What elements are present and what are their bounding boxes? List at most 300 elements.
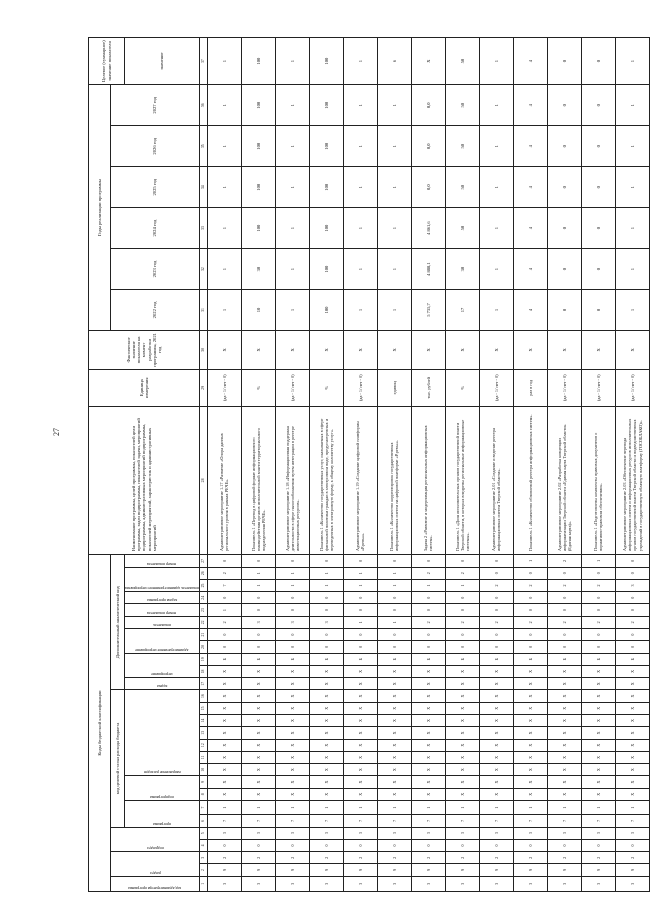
code-cell: 3 — [207, 827, 241, 839]
code-cell: Х — [275, 739, 309, 751]
code-cell: Х — [377, 690, 411, 702]
code-cell: 9 — [479, 864, 513, 876]
code-cell: 2 — [343, 852, 377, 864]
code-cell: 0 — [377, 641, 411, 653]
code-cell: 2 — [513, 616, 547, 628]
code-cell: Х — [207, 764, 241, 776]
year-value: 1 — [207, 208, 241, 249]
code-cell: Х — [581, 678, 615, 690]
code-cell: 0 — [241, 604, 275, 616]
year-value: 50 — [445, 167, 479, 208]
row-target: 50 — [445, 38, 479, 85]
code-cell: Х — [377, 788, 411, 800]
code-cell: 3 — [479, 827, 513, 839]
column-number: 34 — [199, 167, 207, 208]
code-cell: Х — [547, 702, 581, 714]
year-value: 1 — [479, 208, 513, 249]
year-value: 1 — [343, 85, 377, 126]
subprogram-header: подпрограмма — [125, 776, 200, 801]
code-cell: 3 — [513, 876, 547, 891]
code-cell: 0 — [309, 839, 343, 851]
column-number: 2 — [199, 864, 207, 876]
extra-col-4: номер показателя — [125, 604, 200, 616]
year-value: 0 — [581, 167, 615, 208]
code-cell: 0 — [343, 641, 377, 653]
row-target: Х — [411, 38, 445, 85]
code-cell: Х — [445, 714, 479, 726]
year-value: 100 — [309, 167, 343, 208]
code-cell: Х — [547, 764, 581, 776]
code-cell: 3 — [241, 876, 275, 891]
row-fact: Х — [411, 330, 445, 369]
table-row — [411, 38, 445, 892]
code-cell: Х — [343, 788, 377, 800]
code-cell: 7 — [275, 815, 309, 827]
table-row — [207, 38, 241, 892]
code-cell: Х — [207, 665, 241, 677]
code-cell: Х — [241, 714, 275, 726]
year-value: 1 — [479, 249, 513, 290]
code-cell: Х — [411, 788, 445, 800]
year-value: 1 — [275, 208, 309, 249]
column-number: 19 — [199, 653, 207, 665]
name-header: Наименование программы, целей программы, показателей цели программы, задач подпрограммы, показателей задачи, мероприятий подпрограммы, административных мероприятий подпрограммы, показателей мероприятий, характеристик и административных мероприятий — [89, 406, 200, 554]
row-unit: (да - 1/ нет - 0) — [207, 369, 241, 406]
year-2027: 2027 год — [111, 85, 200, 126]
code-cell: Х — [445, 727, 479, 739]
table-row — [445, 38, 479, 892]
code-cell: Х — [411, 751, 445, 763]
code-cell: Б — [309, 653, 343, 665]
code-cell: 2 — [309, 852, 343, 864]
year-value: 1 — [377, 167, 411, 208]
row-fact: Х — [309, 330, 343, 369]
code-cell: 0 — [547, 604, 581, 616]
code-cell: Х — [581, 739, 615, 751]
code-cell: 9 — [581, 864, 615, 876]
code-cell: 3 — [547, 827, 581, 839]
code-cell: 2 — [547, 555, 581, 567]
row-target: 1 — [479, 38, 513, 85]
code-cell: 7 — [581, 815, 615, 827]
row-name: Административное мероприятие 1.18 «Информационная поддержка деятельности в сфере налогообложения путем интеграции в реестре инвестиционных ресурсов». — [275, 406, 309, 554]
row-target: 100 — [309, 38, 343, 85]
year-value: 17 — [445, 290, 479, 331]
code-cell: 3 — [615, 876, 649, 891]
code-cell: 0 — [275, 555, 309, 567]
code-cell: Х — [207, 751, 241, 763]
code-cell: 0 — [275, 604, 309, 616]
row-fact: Х — [445, 330, 479, 369]
column-number: 6 — [199, 815, 207, 827]
program-header: программа — [125, 800, 200, 827]
code-cell: Х — [411, 739, 445, 751]
code-cell: Х — [309, 690, 343, 702]
table-row — [309, 38, 343, 892]
code-cell: Х — [309, 788, 343, 800]
column-number: 26 — [199, 567, 207, 579]
target-group-header: Целевое (суммарное) значение показателя — [89, 38, 125, 85]
code-cell: Х — [615, 751, 649, 763]
code-cell: Х — [445, 739, 479, 751]
column-number: 1 — [199, 876, 207, 891]
code-cell: 7 — [241, 815, 275, 827]
row-target: 1 — [275, 38, 309, 85]
code-cell: 3 — [377, 827, 411, 839]
table-row — [615, 38, 649, 892]
years-group-header: Годы реализации программы — [89, 85, 111, 331]
year-value: 1 — [207, 126, 241, 167]
column-number: 22 — [199, 616, 207, 628]
code-cell: 1 — [241, 567, 275, 579]
year-value: 50 — [445, 85, 479, 126]
code-cell: 1 — [343, 800, 377, 814]
code-cell: 0 — [547, 839, 581, 851]
code-cell: 2 — [479, 616, 513, 628]
code-cell: 0 — [615, 839, 649, 851]
code-cell: 0 — [445, 628, 479, 640]
code-cell: Х — [513, 764, 547, 776]
code-cell: 0 — [241, 628, 275, 640]
column-number: 27 — [199, 555, 207, 567]
code-cell: 2 — [479, 852, 513, 864]
code-cell: 2 — [615, 616, 649, 628]
code-cell: 0 — [343, 604, 377, 616]
code-cell: Х — [445, 776, 479, 788]
code-cell: Х — [411, 702, 445, 714]
code-cell: 0 — [615, 567, 649, 579]
code-cell: 3 — [377, 876, 411, 891]
code-cell: 0 — [309, 592, 343, 604]
code-cell: 1 — [445, 579, 479, 591]
code-cell: 3 — [547, 876, 581, 891]
code-cell: 0 — [343, 592, 377, 604]
year-value: 1 — [343, 208, 377, 249]
code-cell: 1 — [275, 567, 309, 579]
column-number: 33 — [199, 208, 207, 249]
row-unit: (да - 1/ нет - 0) — [615, 369, 649, 406]
year-value: 1 — [479, 290, 513, 331]
code-cell: Б — [581, 653, 615, 665]
code-cell: 0 — [513, 567, 547, 579]
code-cell: 1 — [241, 800, 275, 814]
code-cell: Х — [377, 727, 411, 739]
code-cell: 0 — [547, 641, 581, 653]
code-cell: Х — [241, 690, 275, 702]
code-cell: Х — [615, 764, 649, 776]
year-value: 1 — [479, 126, 513, 167]
code-cell: Х — [207, 776, 241, 788]
code-cell: Х — [513, 690, 547, 702]
code-cell: Х — [411, 690, 445, 702]
code-cell: 2 — [411, 616, 445, 628]
code-cell: Х — [207, 739, 241, 751]
code-cell: Х — [241, 665, 275, 677]
code-cell: 0 — [275, 839, 309, 851]
code-cell: Х — [377, 702, 411, 714]
code-cell: Х — [377, 665, 411, 677]
year-value: 4 861,6 — [411, 208, 445, 249]
row-fact: Х — [581, 330, 615, 369]
code-cell: Х — [581, 751, 615, 763]
row-fact: Х — [241, 330, 275, 369]
code-cell: 9 — [343, 864, 377, 876]
code-cell: Х — [547, 776, 581, 788]
year-2023: 2023 год — [111, 249, 200, 290]
code-cell: Х — [275, 690, 309, 702]
target-value-header: значение — [125, 38, 200, 85]
year-value: 0 — [581, 126, 615, 167]
year-value: 0 — [581, 208, 615, 249]
code-cell: 9 — [445, 864, 479, 876]
code-cell: Х — [513, 702, 547, 714]
code-cell: 2 — [581, 852, 615, 864]
code-cell: 9 — [309, 864, 343, 876]
row-fact: Х — [479, 330, 513, 369]
code-cell: Х — [343, 702, 377, 714]
code-cell: Х — [479, 665, 513, 677]
code-cell: 2 — [547, 579, 581, 591]
year-value: 1 — [275, 126, 309, 167]
code-cell: 7 — [513, 815, 547, 827]
code-cell: Х — [615, 665, 649, 677]
code-cell: Х — [547, 678, 581, 690]
code-cell: Х — [547, 727, 581, 739]
code-cell: 0 — [275, 641, 309, 653]
code-cell: Х — [615, 776, 649, 788]
code-cell: Х — [275, 776, 309, 788]
code-cell: 3 — [513, 827, 547, 839]
code-cell: 2 — [377, 852, 411, 864]
code-cell: 0 — [479, 567, 513, 579]
code-cell: Х — [445, 690, 479, 702]
year-value: 0 — [547, 126, 581, 167]
code-cell: 0 — [309, 641, 343, 653]
row-unit: (да - 1/ нет - 0) — [479, 369, 513, 406]
year-value: 5 735,7 — [411, 290, 445, 331]
code-cell: 0 — [275, 592, 309, 604]
code-cell: 0 — [207, 592, 241, 604]
year-value: 1 — [207, 167, 241, 208]
code-cell: 2 — [275, 852, 309, 864]
code-cell: Х — [581, 776, 615, 788]
row-name: Административное мероприятие 2.03 «Обеспечение перевода информационных систем и информационных ресурсов исполнительных органов государственной власти Тверской области и подведомственных учреждений в государственную облачную платформу (ГОСОБЛАКО)». — [615, 406, 649, 554]
code-cell: Х — [241, 764, 275, 776]
column-number: 32 — [199, 249, 207, 290]
code-cell: 0 — [241, 592, 275, 604]
row-name: Показатель 1 «Количество обновлений реестра информационных систем». — [513, 406, 547, 554]
year-value: 1 — [275, 167, 309, 208]
row-unit: (да - 1/ нет - 0) — [547, 369, 581, 406]
extra-col-6: показатель административного мероприятия — [125, 567, 200, 592]
column-number: 11 — [199, 751, 207, 763]
code-cell: Х — [275, 678, 309, 690]
code-cell: Х — [309, 764, 343, 776]
code-cell: Х — [343, 678, 377, 690]
code-cell: Х — [275, 702, 309, 714]
extra-col-2: административное мероприятие — [125, 628, 200, 653]
column-number: 29 — [199, 369, 207, 406]
code-cell: 2 — [513, 579, 547, 591]
extra-col-3: показатель — [125, 616, 200, 628]
admin-code-header: код администратора программы — [111, 876, 200, 891]
code-cell: 0 — [241, 641, 275, 653]
code-cell: 0 — [411, 604, 445, 616]
row-fact: Х — [547, 330, 581, 369]
code-cell: Х — [377, 714, 411, 726]
year-value: 1 — [377, 126, 411, 167]
code-cell: Х — [479, 751, 513, 763]
code-cell: Х — [343, 764, 377, 776]
code-cell: 2 — [241, 852, 275, 864]
table-row — [241, 38, 275, 892]
row-target: 100 — [241, 38, 275, 85]
code-cell: Х — [513, 788, 547, 800]
code-cell: Х — [343, 665, 377, 677]
year-value: 1 — [479, 85, 513, 126]
code-cell: 0 — [479, 839, 513, 851]
column-number: 36 — [199, 85, 207, 126]
year-value: 4 888,1 — [411, 249, 445, 290]
code-cell: Х — [445, 702, 479, 714]
code-cell: 0 — [241, 555, 275, 567]
year-value: 0 — [581, 249, 615, 290]
code-cell: 3 — [343, 827, 377, 839]
code-cell: 3 — [207, 876, 241, 891]
year-value: 50 — [445, 208, 479, 249]
code-cell: Х — [513, 714, 547, 726]
code-cell: Х — [241, 751, 275, 763]
year-value: 1 — [207, 249, 241, 290]
code-cell: 1 — [377, 579, 411, 591]
code-cell: Х — [309, 678, 343, 690]
code-cell: 9 — [241, 864, 275, 876]
year-value: 4 — [513, 290, 547, 331]
column-number: 12 — [199, 739, 207, 751]
csr-group-header: код целевой статьи расхода бюджета — [111, 690, 125, 827]
code-cell: 3 — [275, 827, 309, 839]
code-cell: 0 — [513, 641, 547, 653]
year-value: 0,0 — [411, 126, 445, 167]
code-cell: Х — [445, 788, 479, 800]
code-cell: 0 — [581, 628, 615, 640]
code-cell: 1 — [411, 800, 445, 814]
code-cell: 1 — [343, 616, 377, 628]
code-cell: 1 — [377, 800, 411, 814]
code-cell: Х — [241, 788, 275, 800]
column-number: 28 — [199, 406, 207, 554]
column-number: 37 — [199, 38, 207, 85]
code-cell: Х — [615, 739, 649, 751]
year-value: 1 — [479, 167, 513, 208]
code-cell: 2 — [445, 567, 479, 579]
code-cell: 2 — [479, 579, 513, 591]
code-cell: 0 — [377, 592, 411, 604]
year-value: 1 — [275, 85, 309, 126]
code-cell: Х — [581, 665, 615, 677]
table-row — [581, 38, 615, 892]
year-value: 0 — [547, 249, 581, 290]
code-cell: 0 — [445, 641, 479, 653]
row-target: 0 — [581, 38, 615, 85]
code-cell: 3 — [581, 876, 615, 891]
code-cell: Х — [309, 739, 343, 751]
year-value: 1 — [615, 167, 649, 208]
code-cell: Х — [275, 714, 309, 726]
year-value: 1 — [615, 249, 649, 290]
year-value: 10 — [241, 290, 275, 331]
row-unit: (да - 1/ нет - 0) — [275, 369, 309, 406]
row-name: Административное мероприятие 1.17 «Развитие «Опора данных регионального уровня в рамках РЕЧЕ». — [207, 406, 241, 554]
code-cell: Х — [581, 764, 615, 776]
code-cell: 0 — [581, 592, 615, 604]
code-cell: Х — [547, 690, 581, 702]
code-cell: 1 — [581, 800, 615, 814]
year-value: 4 — [513, 126, 547, 167]
code-cell: Х — [241, 702, 275, 714]
code-cell: 0 — [581, 641, 615, 653]
year-value: 1 — [615, 126, 649, 167]
unit-header: Единица измерения — [89, 369, 200, 406]
year-value: 0,0 — [411, 167, 445, 208]
code-cell: 7 — [411, 815, 445, 827]
year-value: 100 — [241, 85, 275, 126]
code-cell: 9 — [207, 864, 241, 876]
code-cell: Х — [513, 739, 547, 751]
code-cell: 0 — [581, 567, 615, 579]
code-cell: 0 — [309, 555, 343, 567]
year-value: 4 — [513, 249, 547, 290]
program-indicators-table — [88, 37, 650, 892]
code-cell: 0 — [275, 628, 309, 640]
code-cell: 0 — [547, 567, 581, 579]
year-value: 1 — [343, 290, 377, 331]
column-number: 10 — [199, 764, 207, 776]
code-cell: Х — [275, 727, 309, 739]
code-cell: Х — [445, 751, 479, 763]
code-cell: Х — [377, 776, 411, 788]
code-cell: Х — [445, 678, 479, 690]
code-cell: Х — [343, 714, 377, 726]
code-cell: 0 — [615, 592, 649, 604]
code-cell: 2 — [513, 852, 547, 864]
code-cell: 2 — [445, 616, 479, 628]
year-value: 4 — [513, 85, 547, 126]
code-cell: 0 — [479, 628, 513, 640]
code-cell: Х — [479, 690, 513, 702]
code-cell: Х — [377, 764, 411, 776]
code-cell: Б — [445, 653, 479, 665]
row-name: Административное мероприятие 2.02 «Разработка концепции информатизации Тверской области «Единая карта Тверской области» (Единая карта)». — [547, 406, 581, 554]
code-cell: 1 — [309, 800, 343, 814]
column-number: 25 — [199, 579, 207, 591]
code-cell: 0 — [411, 555, 445, 567]
code-cell: 9 — [411, 864, 445, 876]
code-cell: 1 — [615, 800, 649, 814]
code-cell: Х — [241, 776, 275, 788]
code-cell: 0 — [343, 839, 377, 851]
year-value: 0 — [581, 290, 615, 331]
code-cell: 0 — [479, 641, 513, 653]
code-cell: 0 — [343, 555, 377, 567]
code-cell: Х — [615, 702, 649, 714]
code-cell: 0 — [411, 592, 445, 604]
code-cell: 1 — [411, 579, 445, 591]
code-cell: 1 — [207, 800, 241, 814]
code-cell: 1 — [377, 616, 411, 628]
row-fact: Х — [343, 330, 377, 369]
year-2026: 2026 год — [111, 126, 200, 167]
